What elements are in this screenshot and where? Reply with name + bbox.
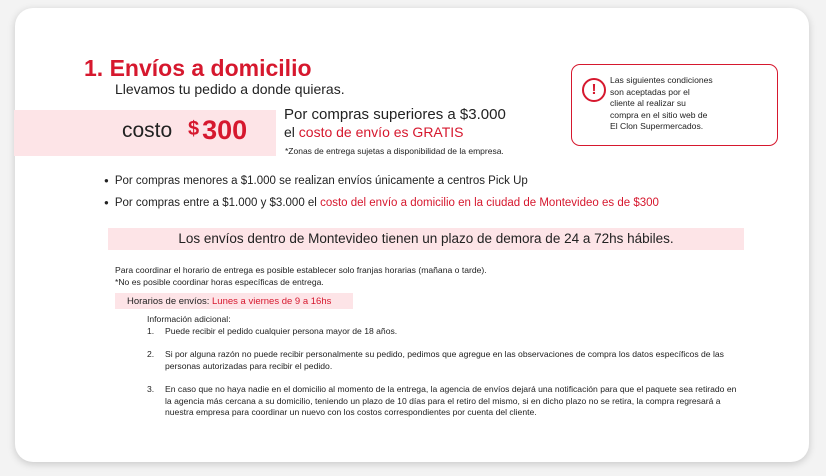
list-item: En caso que no haya nadie en el domicilio al momento de la entrega, la agencia de envíos dejará una notificación para que el paquete sea retirado en la agencia más cercana a su domicilio, teniendo un plazo de 10 días para el retiro del mismo, si en dicho plazo no se retira, la compra regresará a nuestra empresa para coordinar un nuevo con los costos correspondientes por cuenta del cliente. — [165, 384, 737, 417]
conditions-notice-text: Las siguientes condiciones son aceptadas por el cliente al realizar su compra en el sitio web de El Clon Supermercados. — [610, 75, 713, 131]
hours-label: Horarios de envíos: — [127, 296, 210, 307]
list-item: Si por alguna razón no puede recibir personalmente su pedido, pedimos que agregue en las observaciones de compra los datos específicos de las personas autorizadas para recibir el pedido. — [165, 349, 724, 371]
free-shipping-note: *Zonas de entrega sujetas a disponibilidad de la empresa. — [285, 146, 504, 156]
price-value — [188, 115, 247, 146]
free-shipping-line1: Por compras superiores a $3.000 — [284, 106, 506, 123]
delivery-delay-text: Los envíos dentro de Montevideo tienen un plazo de demora de 24 a 72hs hábiles. — [178, 231, 674, 246]
price-label: costo — [122, 119, 173, 142]
price-amount: 300 — [202, 115, 248, 145]
page-title: 1. Envíos a domicilio — [84, 55, 312, 81]
list-item-number: 1. — [147, 326, 155, 336]
page-subtitle: Llevamos tu pedido a donde quieras. — [115, 81, 345, 97]
bullet-pickup: ● Por compras menores a $1.000 se realizan envíos únicamente a centros Pick Up — [104, 175, 528, 187]
hours-value: Lunes a viernes de 9 a 16hs — [212, 296, 332, 307]
additional-info-heading: Información adicional: — [147, 314, 231, 324]
bullet-cost — [104, 197, 659, 209]
bullet-cost-prefix: Por compras entre a $1.000 y $3.000 el — [114, 197, 317, 209]
free-shipping-prefix: el — [284, 124, 295, 140]
coordination-line2: *No es posible coordinar horas específicas de entrega. — [115, 277, 324, 287]
coordination-line1: Para coordinar el horario de entrega es posible establecer solo franjas horarias (mañana o tarde). — [115, 265, 487, 275]
conditions-notice-box — [571, 64, 778, 146]
free-shipping-highlight: costo de envío es GRATIS — [298, 124, 464, 140]
free-shipping-line2 — [284, 124, 464, 140]
currency-symbol: $ — [188, 118, 200, 140]
list-item-number: 3. — [147, 384, 155, 394]
exclamation-icon: ! — [582, 78, 606, 102]
list-item: Puede recibir el pedido cualquier persona mayor de 18 años. — [165, 326, 398, 336]
delivery-hours — [127, 296, 331, 307]
bullet-cost-highlight: costo del envío a domicilio en la ciudad de Montevideo es de $300 — [320, 197, 659, 209]
list-item-number: 2. — [147, 349, 155, 359]
